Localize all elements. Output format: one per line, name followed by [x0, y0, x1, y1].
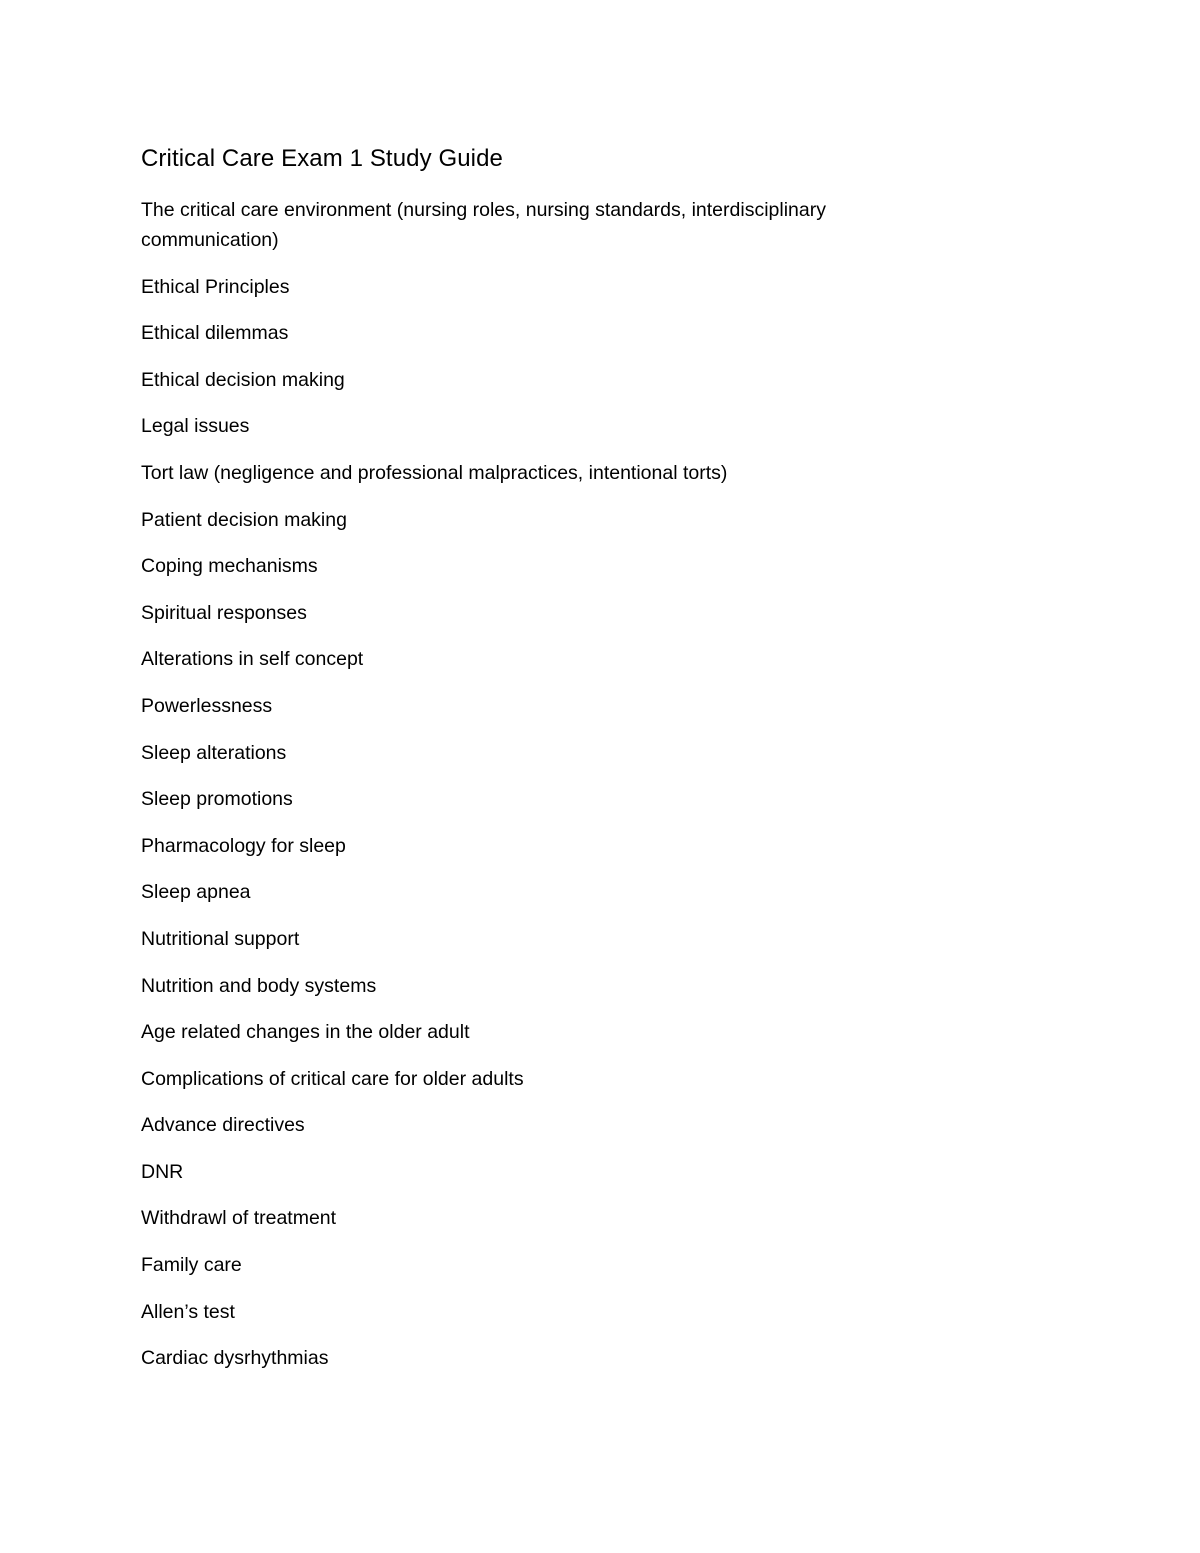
document-title: Critical Care Exam 1 Study Guide	[141, 145, 504, 172]
topic-item: Alterations in self concept	[141, 648, 364, 671]
topic-item: Ethical dilemmas	[141, 322, 289, 345]
topic-item: Patient decision making	[141, 508, 347, 531]
topic-item: Coping mechanisms	[141, 555, 318, 578]
topic-item: Spiritual responses	[141, 601, 307, 624]
topic-item: Advance directives	[141, 1114, 305, 1137]
topic-item: Ethical Principles	[141, 275, 290, 298]
topic-item: Tort law (negligence and professional malpractices, intentional torts)	[141, 461, 728, 484]
topic-item: Withdrawl of treatment	[141, 1207, 337, 1230]
topic-item: The critical care environment (nursing roles, nursing standards, interdisciplinary communication)	[141, 199, 826, 251]
topic-item: Powerlessness	[141, 694, 273, 717]
topic-item: Legal issues	[141, 415, 250, 438]
topic-list	[141, 195, 941, 1373]
topic-item: Cardiac dysrhythmias	[141, 1347, 329, 1370]
topic-item: Sleep apnea	[141, 881, 251, 904]
topic-item: Allen’s test	[141, 1300, 235, 1323]
topic-item: Pharmacology for sleep	[141, 834, 346, 857]
topic-item: Sleep alterations	[141, 741, 287, 764]
document-body	[141, 143, 941, 1390]
topic-item: Age related changes in the older adult	[141, 1021, 470, 1044]
topic-item: Family care	[141, 1254, 242, 1277]
topic-item: Complications of critical care for older adults	[141, 1067, 524, 1090]
topic-item: Sleep promotions	[141, 788, 293, 811]
topic-item: DNR	[141, 1160, 184, 1183]
topic-item: Nutrition and body systems	[141, 974, 377, 997]
topic-item: Ethical decision making	[141, 368, 345, 391]
topic-item: Nutritional support	[141, 927, 300, 950]
